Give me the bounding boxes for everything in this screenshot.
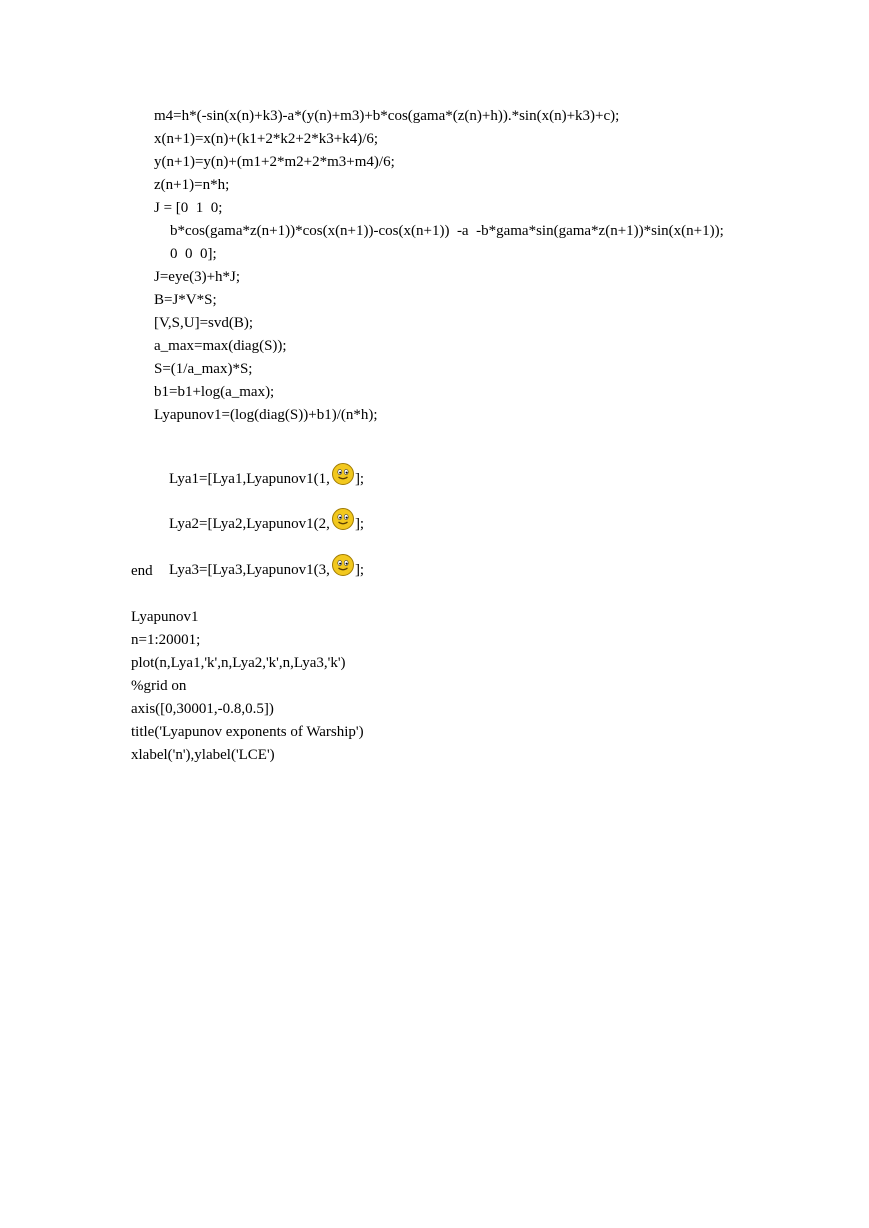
code-line-m4: m4=h*(-sin(x(n)+k3)-a*(y(n)+m3)+b*cos(gama*(z(n)+h)).*sin(x(n)+k3)+c); xyxy=(154,108,620,124)
code-line-plot: plot(n,Lya1,'k',n,Lya2,'k',n,Lya3,'k') xyxy=(131,655,346,671)
code-line-grid-comment: %grid on xyxy=(131,678,187,694)
code-line-jacobian-eye: J=eye(3)+h*J; xyxy=(154,269,241,285)
lya1-prefix: Lya1=[Lya1,Lyapunov1(1, xyxy=(169,471,330,487)
code-line-lyapunov1: Lyapunov1=(log(diag(S))+b1)/(n*h); xyxy=(154,407,378,423)
code-line-lya1 xyxy=(154,436,365,487)
code-line-y-update: y(n+1)=y(n)+(m1+2*m2+2*m3+m4)/6; xyxy=(154,154,395,170)
code-line-normalize-s: S=(1/a_max)*S; xyxy=(154,361,253,377)
code-line-x-update: x(n+1)=x(n)+(k1+2*k2+2*k3+k4)/6; xyxy=(154,131,379,147)
code-line-a-max: a_max=max(diag(S)); xyxy=(154,338,287,354)
code-line-b-matrix: B=J*V*S; xyxy=(154,292,217,308)
lya1-suffix: ]; xyxy=(354,471,365,487)
lya2-suffix: ]; xyxy=(354,516,365,532)
code-line-labels: xlabel('n'),ylabel('LCE') xyxy=(131,747,275,763)
smiley-icon xyxy=(331,553,355,577)
code-line-end: end xyxy=(131,563,153,579)
code-line-n-range: n=1:20001; xyxy=(131,632,201,648)
code-line-jacobian-start: J = [0 1 0; xyxy=(154,200,223,216)
code-line-b1-accumulate: b1=b1+log(a_max); xyxy=(154,384,275,400)
code-line-svd: [V,S,U]=svd(B); xyxy=(154,315,254,331)
code-line-axis: axis([0,30001,-0.8,0.5]) xyxy=(131,701,274,717)
code-line-title: title('Lyapunov exponents of Warship') xyxy=(131,724,364,740)
code-line-jacobian-row2: b*cos(gama*z(n+1))*cos(x(n+1))-cos(x(n+1)) -a -b*gama*sin(gama*z(n+1))*sin(x(n+1)); xyxy=(170,223,724,239)
code-line-lya2 xyxy=(154,481,365,532)
lya3-prefix: Lya3=[Lya3,Lyapunov1(3, xyxy=(169,562,330,578)
code-line-z-update: z(n+1)=n*h; xyxy=(154,177,230,193)
lya3-suffix: ]; xyxy=(354,562,365,578)
code-line-jacobian-row3: 0 0 0]; xyxy=(170,246,217,262)
lya2-prefix: Lya2=[Lya2,Lyapunov1(2, xyxy=(169,516,330,532)
code-line-lya3 xyxy=(154,527,365,578)
code-line-lyapunov1-display: Lyapunov1 xyxy=(131,609,199,625)
